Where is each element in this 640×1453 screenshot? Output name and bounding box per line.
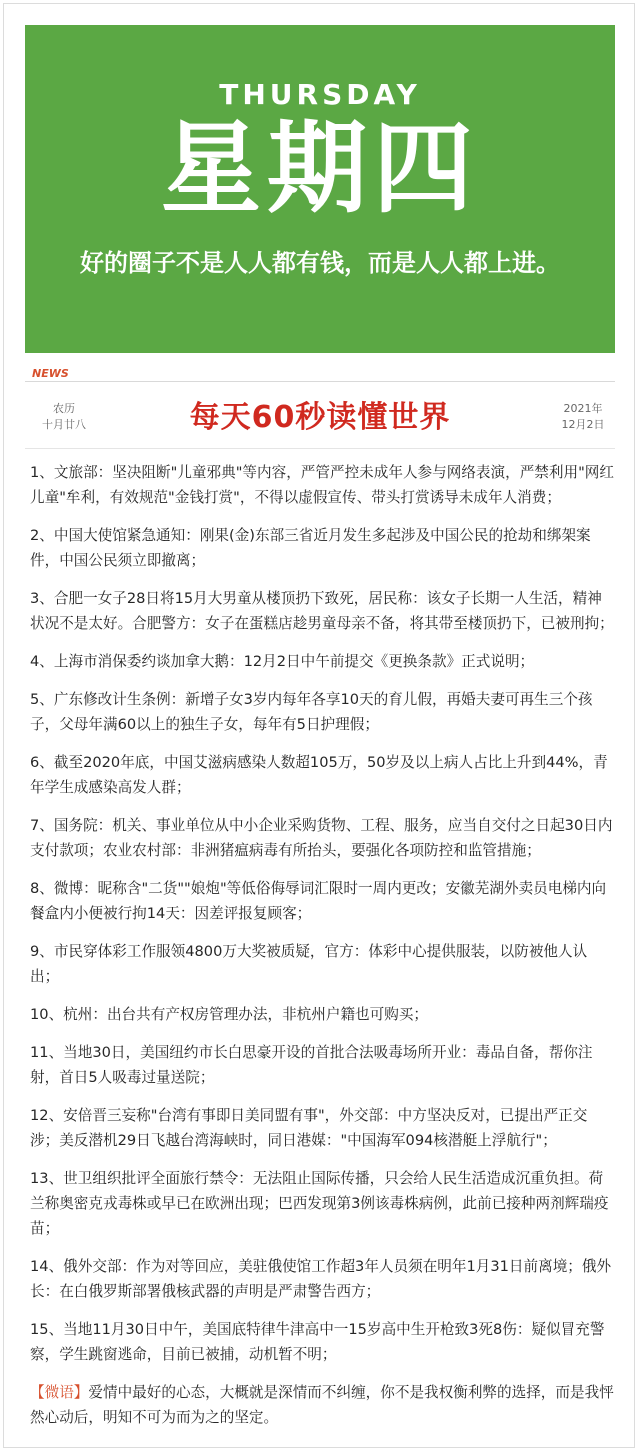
lunar-date-block <box>34 401 94 433</box>
wisdom-text: 爱情中最好的心态，大概就是深情而不纠缠，你不是我权衡利弊的选择，而是我怦然心动后，明知不可为而为之的坚定。 <box>30 1384 614 1426</box>
news-item: 15、当地11月30日中午，美国底特律牛津高中一15岁高中生开枪致3死8伤：疑似冒充警察，学生跳窗逃命，目前已被捕，动机暂不明； <box>30 1321 605 1363</box>
news-item: 3、合肥一女子28日将15月大男童从楼顶扔下致死，居民称：该女子长期一人生活，精神状况不是太好。合肥警方：女子在蛋糕店趁男童母亲不备，将其带至楼顶扔下，已被刑拘； <box>30 590 614 632</box>
news-item: 10、杭州：出台共有产权房管理办法，非杭州户籍也可购买； <box>30 1006 429 1023</box>
news-item: 6、截至2020年底，中国艾滋病感染人数超105万，50岁及以上病人占比上升到44%，青年学生成感染高发人群； <box>30 754 608 796</box>
weekday-en: THURSDAY <box>219 78 421 111</box>
news-item: 4、上海市消保委约谈加拿大鹅：12月2日中午前提交《更换条款》正式说明； <box>30 653 535 670</box>
divider <box>25 381 615 382</box>
date-day: 12月2日 <box>561 418 605 431</box>
news-item: 14、俄外交部：作为对等回应，美驻俄使馆工作超3年人员须在明年1月31日前离境；俄外长：在白俄罗斯部署俄核武器的声明是严肃警告西方； <box>30 1258 612 1300</box>
daily-quote: 好的圈子不是人人都有钱，而是人人都上进。 <box>80 249 560 277</box>
wisdom-label: 【微语】 <box>30 1384 89 1401</box>
page-title: 每天60秒读懂世界 <box>189 400 451 435</box>
news-item: 7、国务院：机关、事业单位从中小企业采购货物、工程、服务，应当自交付之日起30日内支付款项；农业农村部：非洲猪瘟病毒有所抬头，要强化各项防控和监管措施； <box>30 817 613 859</box>
weekday-cn: 星期四 <box>161 110 479 227</box>
lunar-date: 十月廿八 <box>42 418 86 431</box>
news-tag: NEWS <box>32 367 69 380</box>
date-year: 2021年 <box>563 402 603 415</box>
news-item: 2、中国大使馆紧急通知：刚果(金)东部三省近月发生多起涉及中国公民的抢劫和绑架案件，中国公民须立即撤离； <box>30 527 591 569</box>
news-item: 13、世卫组织批评全面旅行禁令：无法阻止国际传播，只会给人民生活造成沉重负担。荷兰称奥密克戎毒株或早已在欧洲出现；巴西发现第3例该毒株病例，此前已接种两剂辉瑞疫苗； <box>30 1170 609 1237</box>
news-item: 1、文旅部：坚决阻断"儿童邪典"等内容，严管严控未成年人参与网络表演，严禁利用"网红儿童"牟利，有效规范"金钱打赏"，不得以虚假宣传、带头打赏诱导未成年人消费； <box>30 464 614 506</box>
lunar-label: 农历 <box>53 402 75 415</box>
news-item: 9、市民穿体彩工作服领4800万大奖被质疑，官方：体彩中心提供服装，以防被他人认出； <box>30 943 588 985</box>
divider <box>25 448 615 449</box>
news-item: 8、微博：昵称含"二货""娘炮"等低俗侮辱词汇限时一周内更改；安徽芜湖外卖员电梯内向餐盒内小便被行拘14天：因差评报复顾客； <box>30 880 607 922</box>
daily-wisdom <box>30 1380 614 1430</box>
news-item: 12、安倍晋三妄称"台湾有事即日美同盟有事"，外交部：中方坚决反对，已提出严正交涉；美反潜机29日飞越台湾海峡时，同日港媒："中国海军094核潜艇上浮航行"； <box>30 1107 588 1149</box>
news-item: 11、当地30日，美国纽约市长白思豪开设的首批合法吸毒场所开业：毒品自备，帮你注射，首日5人吸毒过量送院； <box>30 1044 593 1086</box>
news-item: 5、广东修改计生条例：新增子女3岁内每年各享10天的育儿假，再婚夫妻可再生三个孩子，父母年满60以上的独生子女，每年有5日护理假； <box>30 691 593 733</box>
gregorian-date-block <box>553 401 613 433</box>
weekday-banner <box>25 25 615 353</box>
news-list <box>30 460 614 1443</box>
